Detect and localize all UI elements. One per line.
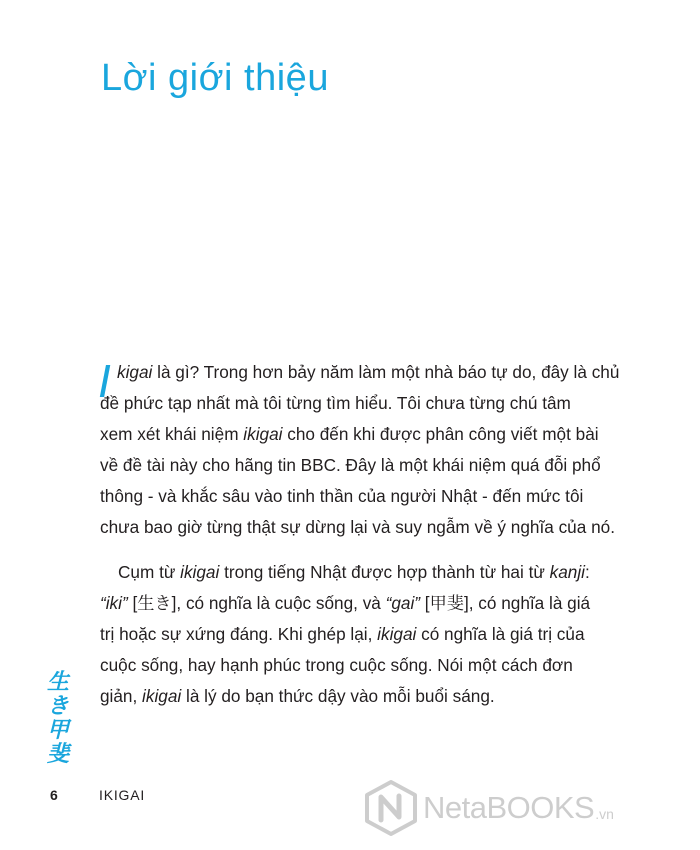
paragraph1-line [100, 388, 680, 419]
paragraph-2-lines [100, 557, 680, 712]
italic-term: “iki” [100, 593, 128, 613]
calligraphy-char: 生 [46, 669, 69, 695]
watermark-text: NetaBOOKS [423, 790, 595, 825]
italic-term: ikigai [377, 624, 417, 644]
calligraphy-char: 斐 [46, 741, 69, 767]
text-run: giản, [100, 686, 143, 706]
text-run: trị hoặc sự xứng đáng. Khi ghép lại, [100, 624, 378, 644]
paragraph2-line [100, 588, 680, 619]
calligraphy-char: 甲 [46, 717, 69, 743]
calligraphy-char: き [46, 693, 69, 719]
paragraph1-line [100, 512, 680, 543]
italic-term: ikigai [243, 424, 283, 444]
paragraph2-line [100, 619, 680, 650]
text-run: xem xét khái niệm [100, 424, 244, 444]
watermark [363, 778, 693, 838]
paragraph-2 [100, 557, 680, 712]
netabooks-logo-icon [363, 779, 419, 837]
text-run: Cụm từ [118, 562, 181, 582]
text-run: thông - và khắc sâu vào tinh thần của người Nhật - đến mức tôi [100, 486, 584, 506]
text-run: là gì? Trong hơn bảy năm làm một nhà báo tự do, đây là chủ [152, 362, 620, 382]
italic-term: ikigai [180, 562, 220, 582]
text-run: [生き], có nghĩa là cuộc sống, và [127, 593, 386, 613]
text-run: [甲斐], có nghĩa là giá [420, 593, 591, 613]
text-run: cho đến khi được phân công viết một bài [282, 424, 599, 444]
text-run: cuộc sống, hay hạnh phúc trong cuộc sống. Nói một cách đơn [100, 655, 573, 675]
italic-term: ikigai [142, 686, 182, 706]
paragraph2-line [100, 557, 680, 588]
text-run: trong tiếng Nhật được hợp thành từ hai từ [219, 562, 550, 582]
watermark-domain: .vn [595, 806, 614, 822]
text-run: đề phức tạp nhất mà tôi từng tìm hiểu. Tôi chưa từng chú tâm [100, 393, 571, 413]
italic-term: kigai [117, 362, 153, 382]
body-text [100, 357, 680, 712]
paragraph1-line [100, 357, 680, 388]
running-title: IKIGAI [99, 787, 146, 803]
text-run: chưa bao giờ từng thật sự dừng lại và suy ngẫm về ý nghĩa của nó. [100, 517, 615, 537]
vertical-calligraphy [42, 670, 74, 766]
text-run: về đề tài này cho hãng tin BBC. Đây là một khái niệm quá đỗi phổ [100, 455, 601, 475]
paragraph1-line [100, 481, 680, 512]
text-run: : [585, 562, 590, 582]
paragraph1-line [100, 450, 680, 481]
paragraph1-line [100, 419, 680, 450]
text-run: là lý do bạn thức dậy vào mỗi buổi sáng. [181, 686, 495, 706]
italic-term: kanji [549, 562, 585, 582]
drop-cap: I [98, 355, 111, 407]
page-number: 6 [50, 787, 59, 803]
paragraph-1 [100, 357, 680, 543]
italic-term: “gai” [385, 593, 421, 613]
paragraph2-line [100, 681, 680, 712]
paragraph-1-lines [100, 357, 680, 543]
chapter-title: Lời giới thiệu [101, 57, 329, 99]
text-run: có nghĩa là giá trị của [416, 624, 585, 644]
paragraph2-line [100, 650, 680, 681]
